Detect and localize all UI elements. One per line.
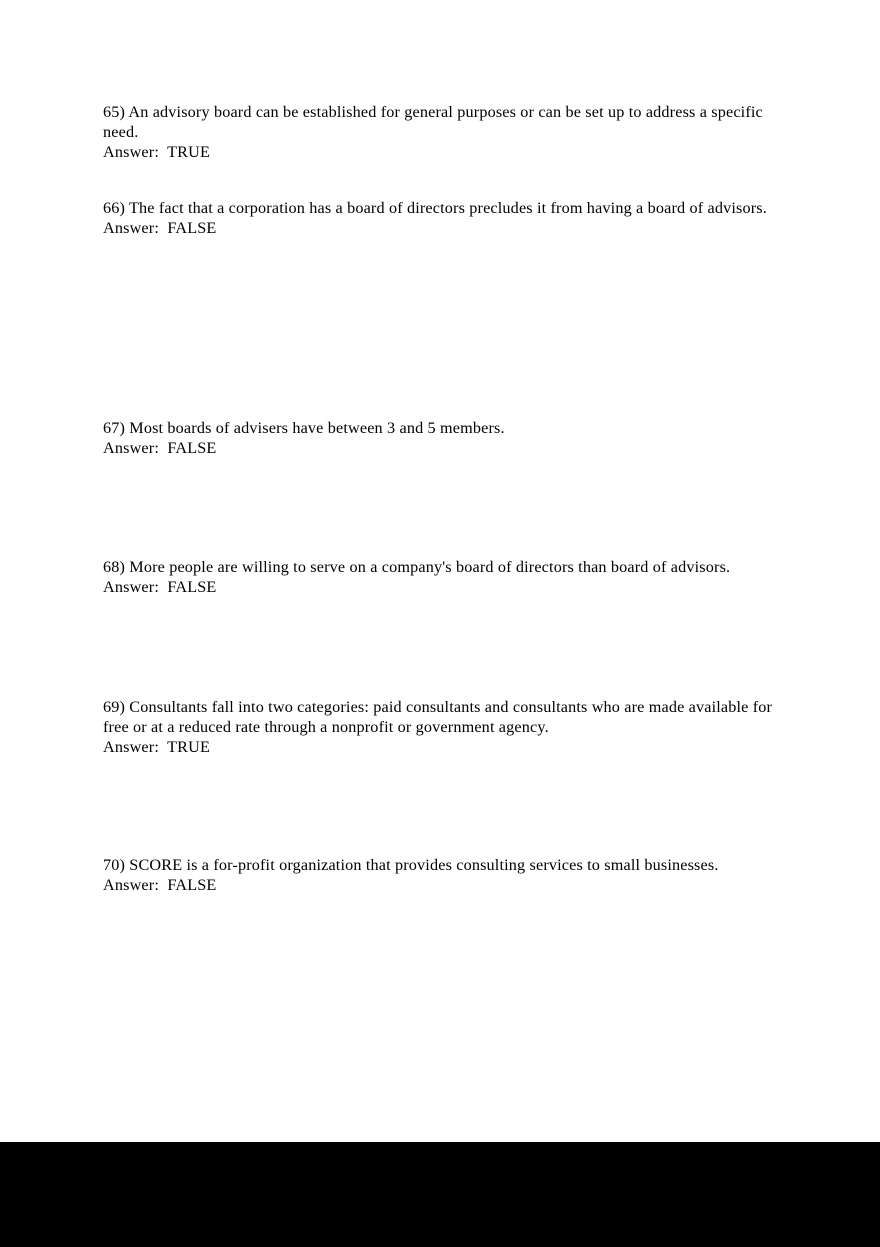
- answer-value: FALSE: [167, 875, 217, 894]
- answer-label: Answer:: [103, 737, 159, 756]
- qa-block-69: [103, 698, 783, 757]
- answer-line: [103, 143, 783, 163]
- question-text: 68) More people are willing to serve on a company's board of directors than board of advisors.: [103, 558, 731, 576]
- answer-label: Answer:: [103, 577, 159, 596]
- answer-value: FALSE: [167, 218, 217, 237]
- question-text: 66) The fact that a corporation has a board of directors precludes it from having a board of advisors.: [103, 199, 767, 217]
- question-text: 70) SCORE is a for-profit organization that provides consulting services to small businesses.: [103, 856, 719, 874]
- answer-value: FALSE: [167, 577, 217, 596]
- answer-line: [103, 219, 783, 239]
- qa-block-66: [103, 199, 783, 239]
- answer-value: TRUE: [167, 737, 211, 756]
- answer-line: [103, 578, 783, 598]
- answer-value: FALSE: [167, 438, 217, 457]
- question-text: 65) An advisory board can be established for general purposes or can be set up to address a specific need.: [103, 103, 768, 141]
- answer-label: Answer:: [103, 142, 159, 161]
- answer-label: Answer:: [103, 875, 159, 894]
- answer-line: [103, 738, 783, 758]
- qa-block-67: [103, 419, 783, 459]
- qa-block-65: [103, 103, 783, 162]
- scan-edge-band: [0, 1142, 880, 1247]
- question-text: 69) Consultants fall into two categories: paid consultants and consultants who are made available for free or at a reduced rate through a nonprofit or government agency.: [103, 698, 777, 736]
- answer-label: Answer:: [103, 218, 159, 237]
- question-text: 67) Most boards of advisers have between 3 and 5 members.: [103, 419, 505, 437]
- answer-label: Answer:: [103, 438, 159, 457]
- qa-block-70: [103, 856, 783, 896]
- qa-block-68: [103, 558, 783, 598]
- answer-value: TRUE: [167, 142, 211, 161]
- answer-line: [103, 439, 783, 459]
- answer-line: [103, 876, 783, 896]
